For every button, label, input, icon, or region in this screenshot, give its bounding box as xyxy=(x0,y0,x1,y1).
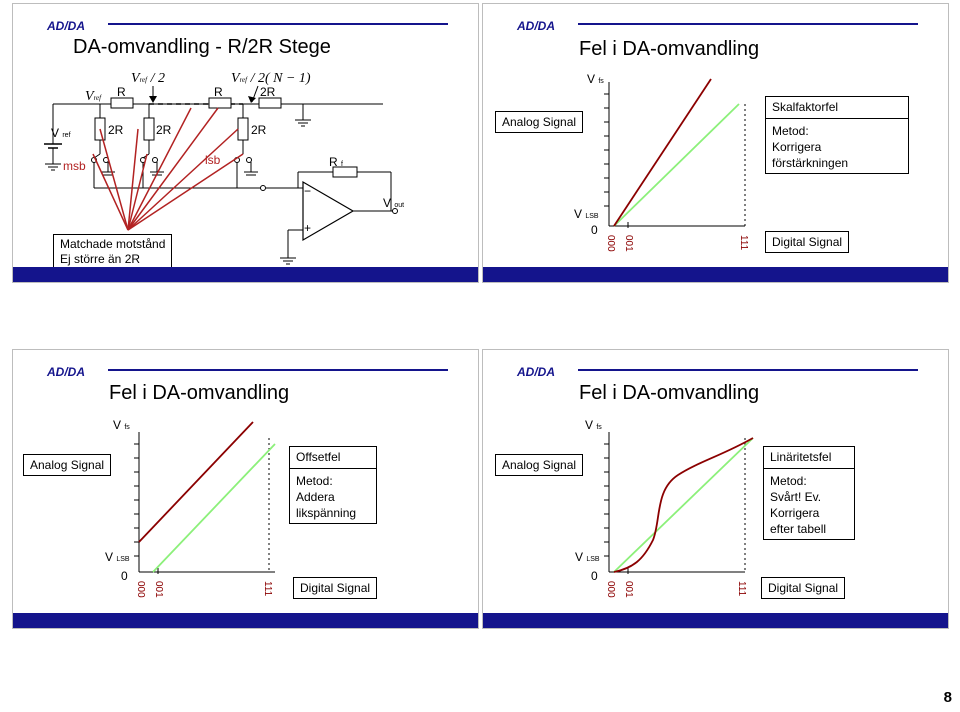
label-r2: R xyxy=(214,85,223,99)
label-vref-top: Vref xyxy=(85,89,102,104)
slide-linearity-error xyxy=(482,349,949,629)
ideal-line xyxy=(614,104,739,226)
slide-r2r-ladder xyxy=(12,3,479,283)
transfer-chart xyxy=(13,350,478,628)
opamp-minus: − xyxy=(304,184,312,198)
method-box: Skalfaktorfel Metod: Korrigera förstärkningen xyxy=(765,96,909,174)
formula-vref-half: Vref / 2 xyxy=(131,71,165,86)
vfs-label: V fs xyxy=(585,418,602,432)
vlsb-label: V LSB xyxy=(105,550,130,564)
digital-signal-label: Digital Signal xyxy=(765,231,849,253)
analog-signal-label: Analog Signal xyxy=(495,111,583,133)
analog-signal-label: Analog Signal xyxy=(495,454,583,476)
slide-footer xyxy=(483,267,948,282)
actual-line xyxy=(139,422,253,542)
slide-tag: AD/DA xyxy=(47,365,85,379)
tick-111: 111 xyxy=(262,581,273,597)
label-msb: msb xyxy=(63,159,86,173)
label-rf: R f xyxy=(329,155,343,169)
tick-001: 001 xyxy=(623,235,634,252)
slide-title: DA-omvandling - R/2R Stege xyxy=(73,36,331,58)
label-shunt2: 2R xyxy=(156,123,172,137)
tick-000: 000 xyxy=(135,581,146,598)
tick-001: 001 xyxy=(623,581,634,598)
tick-111: 111 xyxy=(736,581,747,597)
opamp-plus: + xyxy=(304,221,312,235)
vfs-label: V fs xyxy=(587,72,604,86)
label-shunt3: 2R xyxy=(251,123,267,137)
slide-footer xyxy=(13,613,478,628)
digital-signal-label: Digital Signal xyxy=(761,577,845,599)
label-2r-top: 2R xyxy=(260,85,276,99)
vlsb-label: V LSB xyxy=(574,207,599,221)
vfs-label: V fs xyxy=(113,418,130,432)
error-name: Linäritetsfel xyxy=(764,449,854,469)
label-vout: V out xyxy=(383,196,405,210)
digital-signal-label: Digital Signal xyxy=(293,577,377,599)
resistor-2r-top xyxy=(259,98,281,108)
page-number: 8 xyxy=(943,689,952,706)
resistor-r2 xyxy=(209,98,231,108)
analog-signal-label: Analog Signal xyxy=(23,454,111,476)
method-box: Linäritetsfel Metod: Svårt! Ev. Korrigera efter tabell xyxy=(763,446,855,540)
actual-line xyxy=(614,79,711,226)
slide-scale-error xyxy=(482,3,949,283)
error-name: Skalfaktorfel xyxy=(766,99,908,119)
slide-offset-error xyxy=(12,349,479,629)
tick-001: 001 xyxy=(153,581,164,598)
zero-label: 0 xyxy=(591,223,598,237)
slide-tag: AD/DA xyxy=(517,365,555,379)
slide-title: Fel i DA-omvandling xyxy=(579,382,760,404)
error-name: Offsetfel xyxy=(290,449,376,469)
label-vref-left: V ref xyxy=(51,126,71,140)
tick-000: 000 xyxy=(605,235,616,252)
slide-footer xyxy=(13,267,478,282)
slide-title: Fel i DA-omvandling xyxy=(579,38,760,60)
slide-tag: AD/DA xyxy=(47,19,85,33)
slide-footer xyxy=(483,613,948,628)
tick-111: 111 xyxy=(738,235,749,251)
transfer-chart xyxy=(483,350,948,628)
resistor-r1 xyxy=(111,98,133,108)
label-lsb: lsb xyxy=(205,153,221,167)
note-matched-resistors: Matchade motstånd Ej större än 2R xyxy=(53,234,172,270)
method-box: Offsetfel Metod: Addera likspänning xyxy=(289,446,377,524)
formula-vref-n: Vref / 2( N − 1) xyxy=(231,71,311,86)
vlsb-label: V LSB xyxy=(575,550,600,564)
slide-title: Fel i DA-omvandling xyxy=(109,382,290,404)
label-shunt1: 2R xyxy=(108,123,124,137)
zero-label: 0 xyxy=(121,569,128,583)
tick-000: 000 xyxy=(605,581,616,598)
label-r1: R xyxy=(117,85,126,99)
ideal-line xyxy=(614,438,753,572)
zero-label: 0 xyxy=(591,569,598,583)
slide-tag: AD/DA xyxy=(517,19,555,33)
